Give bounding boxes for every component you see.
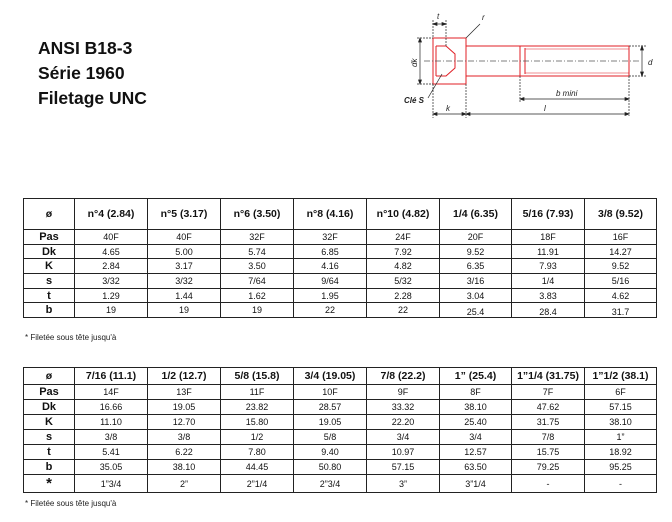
table-cell: 9F — [367, 385, 440, 400]
table-cell: 9.52 — [440, 244, 512, 259]
table-cell: 6.22 — [148, 445, 221, 460]
column-header: n°6 (3.50) — [221, 199, 294, 230]
table-row — [24, 475, 657, 493]
column-header: 5/16 (7.93) — [512, 199, 585, 230]
column-header: 1” (25.4) — [440, 368, 512, 385]
row-label: K — [24, 415, 75, 430]
row-label: s — [24, 274, 75, 289]
column-header: n°5 (3.17) — [148, 199, 221, 230]
table-cell: 9.52 — [585, 259, 657, 274]
table-cell: 57.15 — [585, 400, 657, 415]
table-row — [24, 445, 657, 460]
table-cell: 3”1/4 — [440, 475, 512, 493]
column-header: n°10 (4.82) — [367, 199, 440, 230]
table-cell: 19 — [148, 303, 221, 318]
table-cell: 4.16 — [294, 259, 367, 274]
table-cell: 25.40 — [440, 415, 512, 430]
screw-diagram — [384, 10, 666, 122]
column-header: 3/8 (9.52) — [585, 199, 657, 230]
table-row — [24, 430, 657, 445]
table-cell: 6.35 — [440, 259, 512, 274]
table-cell: 38.10 — [440, 400, 512, 415]
table-cell: 9/64 — [294, 274, 367, 289]
table-cell: 38.10 — [585, 415, 657, 430]
table-row — [24, 230, 657, 245]
column-header: n°4 (2.84) — [75, 199, 148, 230]
row-label: Pas — [24, 230, 75, 245]
label-l: l — [544, 104, 546, 113]
footnote: * Filetée sous tête jusqu'à — [25, 499, 117, 508]
table-cell: 14.27 — [585, 244, 657, 259]
table-cell: 3/8 — [75, 430, 148, 445]
table-cell: 20F — [440, 230, 512, 245]
table-cell: 18.92 — [585, 445, 657, 460]
table-row — [24, 259, 657, 274]
row-label: t — [24, 288, 75, 303]
header-diameter-symbol: ø — [24, 199, 75, 230]
table-cell: 1/4 — [512, 274, 585, 289]
table-cell: 3/32 — [148, 274, 221, 289]
table-cell: 1.44 — [148, 288, 221, 303]
table-cell: 3” — [367, 475, 440, 493]
table-cell: 19 — [75, 303, 148, 318]
table-cell: 11.10 — [75, 415, 148, 430]
table-cell: 25.4 — [440, 303, 512, 318]
table-cell: 19.05 — [294, 415, 367, 430]
table-cell: 23.82 — [221, 400, 294, 415]
table-cell: 2”1/4 — [221, 475, 294, 493]
table-row — [24, 303, 657, 318]
table-cell: 15.75 — [512, 445, 585, 460]
table-row — [24, 385, 657, 400]
table-cell: 13F — [148, 385, 221, 400]
table-cell: 44.45 — [221, 460, 294, 475]
table-cell: 16F — [585, 230, 657, 245]
column-header: 7/8 (22.2) — [367, 368, 440, 385]
table-cell: 7F — [512, 385, 585, 400]
table-cell: 35.05 — [75, 460, 148, 475]
table-cell: 47.62 — [512, 400, 585, 415]
column-header: 3/4 (19.05) — [294, 368, 367, 385]
table-cell: 50.80 — [294, 460, 367, 475]
footnote: * Filetée sous tête jusqu'à — [25, 333, 117, 342]
table-cell: 11.91 — [512, 244, 585, 259]
table-cell: 11F — [221, 385, 294, 400]
table-cell: 8F — [440, 385, 512, 400]
table-cell: 9.40 — [294, 445, 367, 460]
label-cle-s: Clé S — [404, 96, 425, 105]
row-label: b — [24, 303, 75, 318]
table-cell: 15.80 — [221, 415, 294, 430]
table-cell: 4.82 — [367, 259, 440, 274]
table-row — [24, 244, 657, 259]
table-cell: 5.00 — [148, 244, 221, 259]
table-cell: 40F — [75, 230, 148, 245]
table-cell: 19 — [221, 303, 294, 318]
table-cell: 2.84 — [75, 259, 148, 274]
column-header: 5/8 (15.8) — [221, 368, 294, 385]
table-cell: 4.62 — [585, 288, 657, 303]
table-cell: 1”3/4 — [75, 475, 148, 493]
dimensions-table-small — [23, 198, 657, 318]
table-cell: 14F — [75, 385, 148, 400]
table-cell: 12.57 — [440, 445, 512, 460]
column-header: 7/16 (11.1) — [75, 368, 148, 385]
table-cell: 12.70 — [148, 415, 221, 430]
table-cell: 38.10 — [148, 460, 221, 475]
table-cell: 33.32 — [367, 400, 440, 415]
table-cell: 7.92 — [367, 244, 440, 259]
table-cell: 5.74 — [221, 244, 294, 259]
table-cell: - — [512, 475, 585, 493]
table-cell: 24F — [367, 230, 440, 245]
title-standard: ANSI B18-3 — [38, 38, 133, 58]
table-cell: 1.95 — [294, 288, 367, 303]
table-cell: 5/32 — [367, 274, 440, 289]
table-cell: 5.41 — [75, 445, 148, 460]
table-cell: 7/64 — [221, 274, 294, 289]
title-series: Série 1960 — [38, 63, 125, 83]
title-thread: Filetage UNC — [38, 88, 147, 108]
table-cell: 5/8 — [294, 430, 367, 445]
table-cell: 32F — [221, 230, 294, 245]
table-cell: 31.75 — [512, 415, 585, 430]
table-cell: 79.25 — [512, 460, 585, 475]
table-cell: 22 — [367, 303, 440, 318]
table-cell: 7.93 — [512, 259, 585, 274]
table-row — [24, 400, 657, 415]
column-header: 1/4 (6.35) — [440, 199, 512, 230]
table-cell: 32F — [294, 230, 367, 245]
label-r: r — [482, 13, 485, 22]
label-b-mini: b mini — [556, 89, 578, 98]
table-cell: 3.50 — [221, 259, 294, 274]
table-cell: 3/32 — [75, 274, 148, 289]
row-label: b — [24, 460, 75, 475]
row-label: Dk — [24, 244, 75, 259]
row-label: * — [24, 475, 75, 493]
table-cell: 7.80 — [221, 445, 294, 460]
table-cell: 63.50 — [440, 460, 512, 475]
table-cell: 3/8 — [148, 430, 221, 445]
table-cell: 4.65 — [75, 244, 148, 259]
table-cell: - — [585, 475, 657, 493]
table-row — [24, 288, 657, 303]
row-label: t — [24, 445, 75, 460]
table-cell: 31.7 — [585, 303, 657, 318]
table-cell: 1” — [585, 430, 657, 445]
table-cell: 6.85 — [294, 244, 367, 259]
table-cell: 19.05 — [148, 400, 221, 415]
table-cell: 18F — [512, 230, 585, 245]
table-cell: 10.97 — [367, 445, 440, 460]
table-cell: 3.83 — [512, 288, 585, 303]
label-t: t — [437, 12, 440, 21]
table-cell: 7/8 — [512, 430, 585, 445]
table-cell: 57.15 — [367, 460, 440, 475]
table-cell: 3.04 — [440, 288, 512, 303]
label-d: d — [648, 58, 653, 67]
table-row — [24, 415, 657, 430]
table-cell: 28.57 — [294, 400, 367, 415]
column-header: 1/2 (12.7) — [148, 368, 221, 385]
table-cell: 2” — [148, 475, 221, 493]
table-row — [24, 460, 657, 475]
table-cell: 10F — [294, 385, 367, 400]
table-cell: 1.62 — [221, 288, 294, 303]
table-header-row — [24, 368, 657, 385]
row-label: K — [24, 259, 75, 274]
dimensions-table-large — [23, 367, 657, 493]
table-cell: 3/4 — [367, 430, 440, 445]
row-label: Dk — [24, 400, 75, 415]
row-label: Pas — [24, 385, 75, 400]
table-cell: 2.28 — [367, 288, 440, 303]
table-cell: 3/16 — [440, 274, 512, 289]
table-cell: 16.66 — [75, 400, 148, 415]
row-label: s — [24, 430, 75, 445]
table-cell: 22 — [294, 303, 367, 318]
table-cell: 2”3/4 — [294, 475, 367, 493]
table-cell: 3.17 — [148, 259, 221, 274]
table-cell: 95.25 — [585, 460, 657, 475]
table-cell: 5/16 — [585, 274, 657, 289]
table-cell: 1.29 — [75, 288, 148, 303]
page-title — [38, 36, 147, 111]
table-cell: 40F — [148, 230, 221, 245]
column-header: 1”1/4 (31.75) — [512, 368, 585, 385]
table-cell: 3/4 — [440, 430, 512, 445]
column-header: n°8 (4.16) — [294, 199, 367, 230]
table-cell: 6F — [585, 385, 657, 400]
table-row — [24, 274, 657, 289]
column-header: 1”1/2 (38.1) — [585, 368, 657, 385]
label-k: k — [446, 104, 450, 113]
header-diameter-symbol: ø — [24, 368, 75, 385]
table-header-row — [24, 199, 657, 230]
table-cell: 22.20 — [367, 415, 440, 430]
table-cell: 1/2 — [221, 430, 294, 445]
table-cell: 28.4 — [512, 303, 585, 318]
label-dk: dk — [410, 58, 419, 67]
